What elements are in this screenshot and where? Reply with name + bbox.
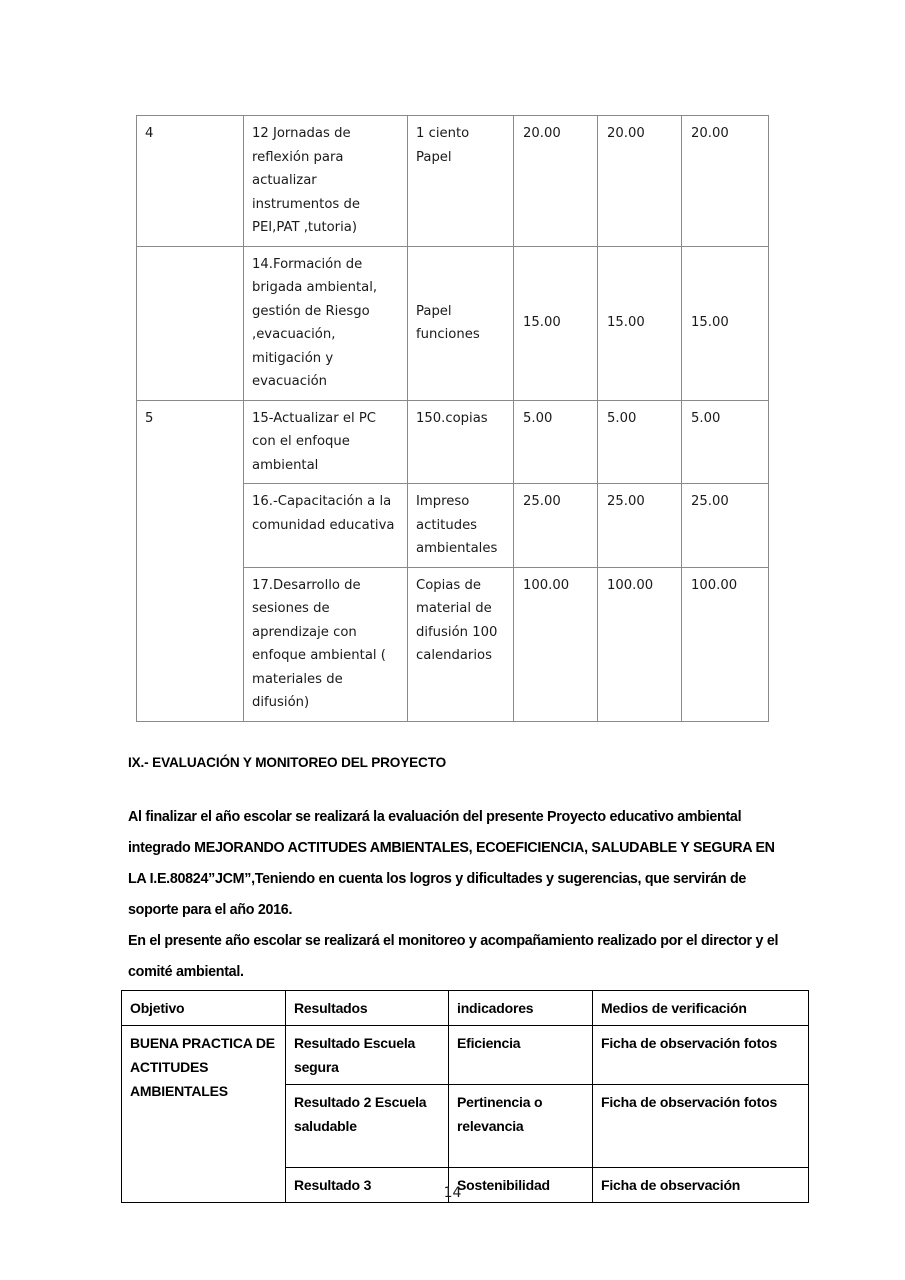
activity-value-1: 5.00 — [514, 400, 598, 484]
resultado-cell: Resultado 2 Escuela saludable — [286, 1085, 449, 1168]
activity-value-2: 15.00 — [598, 246, 682, 400]
column-header-resultados: Resultados — [286, 991, 449, 1026]
table-row — [122, 1026, 809, 1085]
resultado-cell: Resultado Escuela segura — [286, 1026, 449, 1085]
objective-cell: BUENA PRACTICA DE ACTITUDES AMBIENTALES — [122, 1026, 286, 1203]
activity-index: 5 — [137, 400, 244, 721]
activity-value-3: 15.00 — [682, 246, 769, 400]
medio-cell: Ficha de observación fotos — [593, 1085, 809, 1168]
column-header-objetivo: Objetivo — [122, 991, 286, 1026]
activity-value-2: 5.00 — [598, 400, 682, 484]
column-header-medios: Medios de verificación — [593, 991, 809, 1026]
activity-description: 16.-Capacitación a la comunidad educativa — [244, 484, 408, 568]
activity-value-2: 20.00 — [598, 116, 682, 247]
activity-value-3: 20.00 — [682, 116, 769, 247]
activity-index — [137, 246, 244, 400]
activity-description: 14.Formación de brigada ambiental, gestión de Riesgo ,evacuación, mitigación y evacuación — [244, 246, 408, 400]
activity-resource: 1 ciento Papel — [408, 116, 514, 247]
table-row — [137, 246, 769, 400]
activity-value-1: 25.00 — [514, 484, 598, 568]
column-header-indicadores: indicadores — [449, 991, 593, 1026]
activity-value-2: 25.00 — [598, 484, 682, 568]
activity-description: 15-Actualizar el PC con el enfoque ambiental — [244, 400, 408, 484]
indicador-cell: Sostenibilidad — [449, 1168, 593, 1203]
activity-resource: Copias de material de difusión 100 calendarios — [408, 567, 514, 721]
evaluation-matrix-table — [121, 990, 809, 1203]
section-heading: IX.- EVALUACIÓN Y MONITOREO DEL PROYECTO — [128, 755, 447, 770]
activity-index: 4 — [137, 116, 244, 247]
medio-cell: Ficha de observación — [593, 1168, 809, 1203]
paragraph-evaluation: Al finalizar el año escolar se realizará la evaluación del presente Proyecto educativo ambiental integrado MEJORANDO ACTITUDES AMBIENTALES, ECOEFICIENCIA, SALUDABLE Y SEGURA EN LA I.E.80824”JCM”,Teniendo en cuenta los logros y dificultades y sugerencias, que servirán de soporte para el año 2016. — [128, 809, 775, 918]
activity-value-1: 100.00 — [514, 567, 598, 721]
activity-resource: Papel funciones — [408, 246, 514, 400]
resultado-cell: Resultado 3 — [286, 1168, 449, 1203]
activity-value-1: 20.00 — [514, 116, 598, 247]
activities-budget-table — [136, 115, 769, 722]
section-body — [128, 802, 788, 988]
paragraph-monitoring: En el presente año escolar se realizará el monitoreo y acompañamiento realizado por el director y el comité ambiental. — [128, 933, 779, 980]
indicador-cell: Pertinencia o relevancia — [449, 1085, 593, 1168]
activity-value-2: 100.00 — [598, 567, 682, 721]
activity-value-3: 25.00 — [682, 484, 769, 568]
indicador-cell: Eficiencia — [449, 1026, 593, 1085]
activity-value-3: 100.00 — [682, 567, 769, 721]
activity-resource: 150.copias — [408, 400, 514, 484]
table-row — [137, 116, 769, 247]
activity-description: 17.Desarrollo de sesiones de aprendizaje con enfoque ambiental ( materiales de difusión) — [244, 567, 408, 721]
activity-value-3: 5.00 — [682, 400, 769, 484]
activity-value-1: 15.00 — [514, 246, 598, 400]
page-number: 14 — [443, 1185, 462, 1201]
table-header-row — [122, 991, 809, 1026]
activity-resource: Impreso actitudes ambientales — [408, 484, 514, 568]
medio-cell: Ficha de observación fotos — [593, 1026, 809, 1085]
table-row — [137, 400, 769, 484]
activity-description: 12 Jornadas de reflexión para actualizar instrumentos de PEI,PAT ,tutoria) — [244, 116, 408, 247]
